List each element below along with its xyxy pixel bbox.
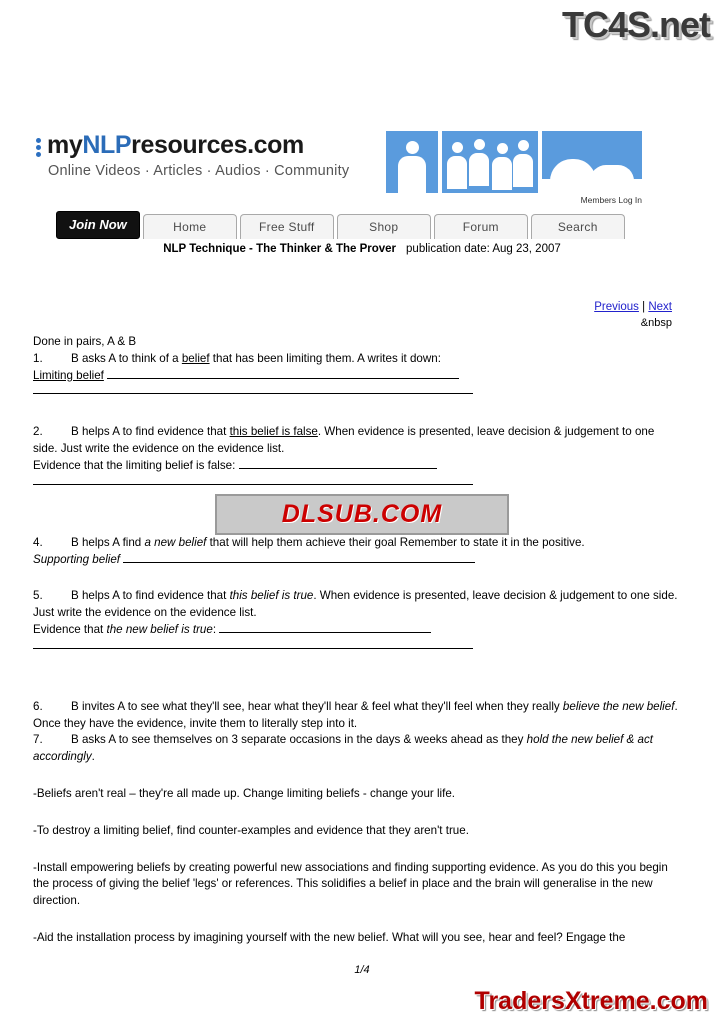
step-2-underlined: this belief is false — [229, 425, 318, 439]
step-4-number: 4. — [33, 535, 43, 549]
logo-tagline: Online Videos · Articles · Audios · Community — [48, 163, 350, 179]
step-2-number: 2. — [33, 425, 43, 439]
banner-photos — [386, 131, 642, 196]
nav-tab-home[interactable]: Home — [143, 214, 237, 239]
step-2-label: Evidence that the limiting belief is false: — [33, 458, 236, 472]
members-login-link[interactable]: Members Log In — [580, 195, 642, 205]
step-7-text-b: . — [91, 750, 95, 764]
tc4s-watermark: TC4S.net — [561, 4, 710, 45]
step-7-text-a: B asks A to see themselves on 3 separate occasions in the days & weeks ahead as they — [71, 733, 527, 747]
logo-text — [34, 131, 380, 160]
logo-dots-icon — [34, 136, 47, 156]
step-4-text-a: B helps A find — [71, 535, 145, 549]
step-7-number: 7. — [33, 733, 43, 747]
dlsub-watermark — [215, 494, 509, 535]
step-5-answer-line — [33, 622, 681, 639]
step-4-answer-line — [33, 552, 681, 569]
next-link[interactable]: Next — [648, 301, 672, 313]
step-2-blank[interactable] — [239, 458, 437, 469]
step-6-text-b: . Once they have the evidence, invite them to literally step into it. — [33, 699, 678, 730]
banner-photo-landscape — [542, 131, 642, 193]
site-navigation — [56, 211, 625, 239]
publication-date: publication date: Aug 23, 2007 — [406, 243, 561, 255]
site-banner — [34, 131, 642, 236]
banner-photo-person — [386, 131, 438, 193]
pager — [594, 301, 672, 313]
logo-rest: resources.com — [131, 131, 304, 159]
step-4-text-b: that will help them achieve their goal Remember to state it in the positive. — [206, 535, 585, 549]
step-4-blank[interactable] — [123, 552, 475, 563]
step-4-italic: a new belief — [144, 535, 207, 549]
logo-my: my — [47, 131, 83, 159]
step-2-answer-line — [33, 458, 681, 475]
step-5-label-italic: the new belief is true — [106, 622, 213, 636]
nav-tab-free-stuff[interactable]: Free Stuff — [240, 214, 334, 239]
step-1-text-a: B asks A to think of a — [71, 351, 182, 365]
step-2 — [33, 424, 681, 458]
nav-tab-search[interactable]: Search — [531, 214, 625, 239]
step-2-text-b: . When evidence is presented, leave decision & judgement to one side. Just write the evidence on the evidence list. — [33, 425, 655, 456]
document-body — [33, 334, 681, 947]
step-1-answer-line — [33, 368, 681, 385]
logo-nlp: NLP — [82, 131, 132, 159]
step-5-text-a: B helps A to find evidence that — [71, 589, 230, 603]
step-1-underlined: belief — [181, 351, 210, 365]
note-1: -Beliefs aren't real – they're all made up. Change limiting beliefs - change your life. — [33, 786, 456, 800]
step-1-label: Limiting belief — [33, 368, 104, 382]
pager-separator: | — [642, 301, 646, 313]
step-1-text-b: that has been limiting them. A writes it down: — [209, 351, 441, 365]
intro-line: Done in pairs, A & B — [33, 335, 137, 348]
step-5-label-a: Evidence that — [33, 622, 107, 636]
step-4-label: Supporting belief — [33, 552, 121, 566]
banner-photo-group — [442, 131, 538, 193]
page-number: 1/4 — [354, 964, 370, 976]
article-title: NLP Technique - The Thinker & The Prover — [163, 243, 397, 255]
note-4: -Aid the installation process by imagining yourself with the new belief. What will you see, hear and feel? Engage the — [33, 930, 626, 944]
nbsp-text: &nbsp — [640, 317, 672, 329]
step-1-number: 1. — [33, 351, 43, 365]
step-6 — [33, 699, 681, 733]
step-5-number: 5. — [33, 589, 43, 603]
step-6-number: 6. — [33, 699, 43, 713]
step-5-blank[interactable] — [219, 622, 431, 633]
step-5-italic: this belief is true — [229, 589, 314, 603]
step-6-text-a: B invites A to see what they'll see, hear what they'll hear & feel what they'll feel when they really — [71, 699, 563, 713]
step-7 — [33, 732, 681, 766]
previous-link[interactable]: Previous — [594, 301, 639, 313]
step-5 — [33, 588, 681, 622]
step-5-label-b: : — [212, 622, 217, 636]
step-5-text-b: . When evidence is presented, leave decision & judgement to one side. Just write the evidence on the evidence list. — [33, 589, 678, 620]
tradersxtreme-watermark: TradersXtreme.com — [474, 987, 708, 1015]
step-4 — [33, 535, 681, 552]
nav-tab-forum[interactable]: Forum — [434, 214, 528, 239]
step-2-text-a: B helps A to find evidence that — [71, 425, 230, 439]
site-logo[interactable] — [34, 131, 380, 179]
step-1-blank[interactable] — [107, 368, 459, 379]
dlsub-watermark-text: DLSUB.COM — [281, 500, 443, 528]
join-now-button[interactable]: Join Now — [56, 211, 140, 239]
step-1 — [33, 351, 681, 368]
page-title — [0, 243, 724, 255]
step-6-italic: believe the new belief — [562, 699, 675, 713]
step-7-italic: hold the new belief & act accordingly — [33, 733, 653, 764]
note-3: -Install empowering beliefs by creating powerful new associations and finding supporting evidence. As you do this you begin the process of giving the belief 'legs' or references. This solidifies a belief in place and the brain will generalise in the new direction. — [33, 860, 668, 908]
note-2: -To destroy a limiting belief, find counter-examples and evidence that they aren't true. — [33, 823, 469, 837]
nav-tab-shop[interactable]: Shop — [337, 214, 431, 239]
